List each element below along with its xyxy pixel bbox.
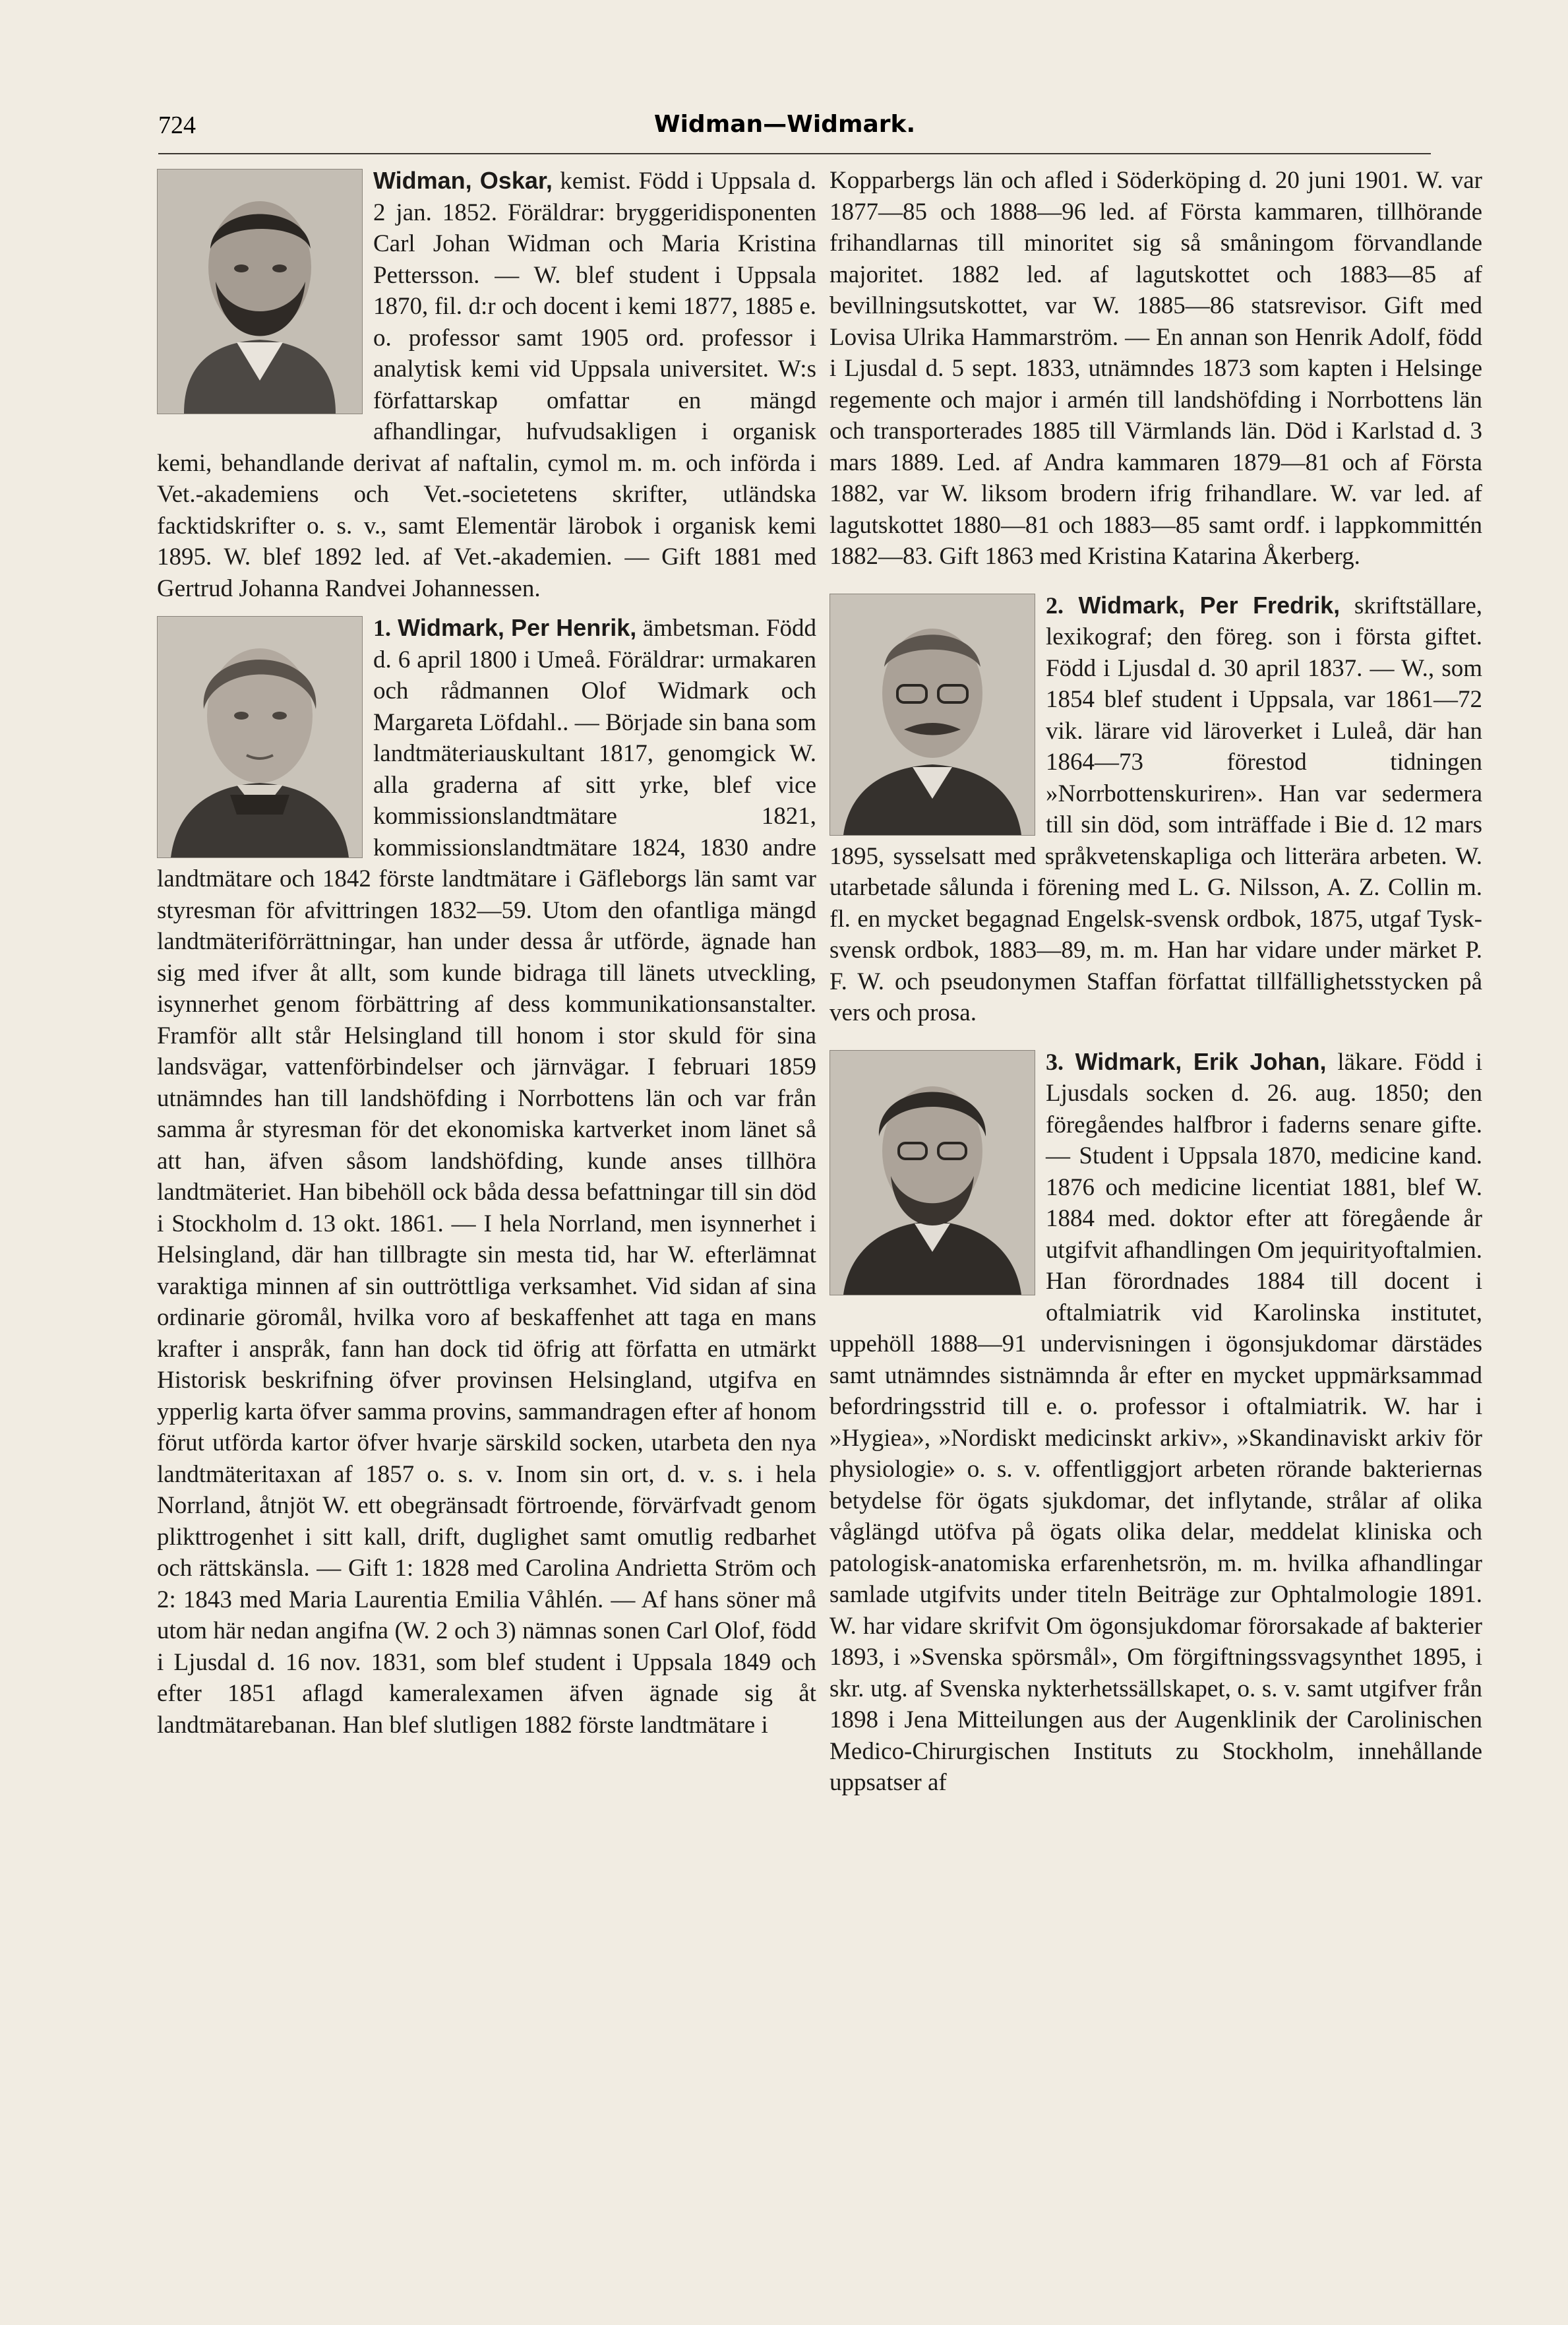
page-header <box>158 111 1411 150</box>
header-rule <box>158 153 1431 154</box>
entry-widman-text: kemist. Född i Uppsala d. 2 jan. 1852. Föräldrar: bryggeridisponenten Carl Johan Widman och Maria Kristina Pettersson. — W. blef student i Uppsala 1870, fil. d:r och docent i kemi 1877, 1885 e. o. professor samt 1905 ord. professor i analytisk kemi vid Uppsala universitet. W:s författarskap omfattar en mängd afhandlingar, hufvudsakligen i organisk kemi, behandlande derivat af naftalin, cymol m. m. och införda i Vet.-akademiens och Vet.-societetens skrifter, utländska facktidskrifter o. s. v., samt Elementär lärobok i organisk kemi 1895. W. blef 1892 led. af Vet.-akademien. — Gift 1881 med Gertrud Johanna Randvei Johannessen. <box>157 168 816 602</box>
portrait-oskar-widman <box>157 169 363 414</box>
entry-widman <box>157 165 816 604</box>
entry-widman-head: Widman, Oskar, <box>373 167 553 194</box>
entry-3-head <box>1046 1048 1327 1075</box>
spacer <box>829 573 1482 590</box>
entry-3-name: Widmark, Erik Johan, <box>1075 1047 1327 1075</box>
entry-widmark-per-henrik <box>157 612 816 1741</box>
right-column <box>829 165 1482 1799</box>
entry-1-continuation: Kopparbergs län och afled i Söderköping d. 20 juni 1901. W. var 1877—85 och 1888—96 led. af Första kammaren, tillhörande frihandlarnas till minoritet sig så småningom förvandlande majoritet. 1882 led. af lagutskottet och 1883—85 af bevillningsutskottet, var W. 1885—86 statsrevisor. Gift med Lovisa Ulrika Hammarström. — En annan son Henrik Adolf, född i Ljusdal d. 5 sept. 1833, utnämndes 1873 som kapten i Helsinge regemente och major i armén till landshöfding i Norrbottens län och transporterades 1885 till Värmlands län. Död i Karlstad d. 3 mars 1889. Led. af Andra kammaren 1879—81 och af Första 1882, var W. liksom brodern ifrig frihandlare. W. var led. af lagutskottet 1880—81 och 1883—85 samt ordf. i lappkommittén 1882—83. Gift 1863 med Kristina Katarina Åkerberg. <box>829 167 1482 570</box>
entry-2-number: 2. <box>1046 592 1064 619</box>
portrait-per-fredrik-widmark <box>829 594 1035 836</box>
spacer <box>157 604 816 612</box>
portrait-erik-johan-widmark <box>829 1050 1035 1295</box>
portrait-per-henrik-widmark <box>157 616 363 858</box>
entry-widmark-per-fredrik <box>829 590 1482 1029</box>
entry-1-number: 1. <box>373 615 391 641</box>
entry-3-text: läkare. Född i Ljusdals socken d. 26. aug. 1850; den föregåendes halfbror i faderns senare gifte. — Student i Uppsala 1870, medicine kand. 1876 och medicine licentiat 1881, blef W. 1884 med. doktor efter att föregående år utgifvit afhandlingen Om jequirityoftalmien. Han förordnades 1884 till docent i oftalmiatrik vid Karolinska institutet, uppehöll 1888—91 undervisningen i ögonsjukdomar därstädes samt utnämndes sistnämnda år efter en mycket uppmärksammad befordringsstrid till e. o. professor i oftalmiatrik. W. har i »Hygiea», »Nordiskt medicinskt arkiv», »Skandinaviskt arkiv för physiologie» o. s. v. offentliggjort arbeten rörande bakteriernas betydelse för ögats sjukdomar, det inflytande, strålar af olika våglängd utöfva på ögats olika delar, meddelat kliniska och patologisk-anatomiska erfarenhetsrön, m. m. hvilka afhandlingar samlade utgifvits under titeln Beiträge zur Ophtalmologie 1891. W. har vidare skrifvit Om ögonsjukdomar förorsakade af bakterier 1893, i »Svenska spörsmål», Om förgiftningssvagsynthet 1895, i skr. utg. af Svenska nykterhetssällskapet, o. s. v. samt utgifver från 1898 i Jena Mitteilungen aus der Augenklinik der Carolinischen Medico-Chirurgischen Instituts zu Stockholm, innehållande uppsatser af <box>829 1048 1482 1796</box>
entry-3-number: 3. <box>1046 1048 1064 1075</box>
entry-2-text: skriftställare, lexikograf; den föreg. son i första giftet. Född i Ljusdal d. 30 april 1837. — W., som 1854 blef student i Uppsala, var 1861—72 vik. lärare vid läroverket i Luleå, där han 1864—73 förestod tidningen »Norrbottenskuriren». Han var sedermera till sin död, som inträffade i Bie d. 12 mars 1895, sysselsatt med språkvetenskapliga och litterära arbeten. W. utarbetade sålunda i förening med L. G. Nilsson, A. Z. Collin m. fl. en mycket begagnad Engelsk-svensk ordbok, 1875, utgaf Tysk-svensk ordbok, 1883—89, m. m. Han har vidare under märket P. F. W. och pseudonymen Staffan författat tillfällighetsstycken på vers och prosa. <box>829 592 1482 1026</box>
left-column <box>157 165 816 1741</box>
entry-1-text: ämbetsman. Född d. 6 april 1800 i Umeå. Föräldrar: urmakaren och rådmannen Olof Widmark och Margareta Löfdahl.. — Började sin bana som landtmäteriauskultant 1817, genomgick W. alla graderna af sitt yrke, blef vice kommissionslandtmätare 1821, kommissionslandtmätare 1824, 1830 andre landtmätare och 1842 förste landtmätare i Gäfleborgs län samt var styresman för afvittringen 1832—59. Utom den ofantliga mängd landtmäteriförrättningar, han under dessa år utförde, ägnade han sig med ifver åt allt, som kunde bidraga till länets utveckling, isynnerhet genom förbättring af dess kommunikationsanstalter. Framför allt står Helsingland till honom i stor skuld för sina landsvägar, vattenförbindelser och järnvägar. I februari 1859 utnämndes han till landshöfding i Norrbottens län och var från samma år styresman för det ekonomiska kartverket inom länet så att han, äfven såsom landshöfding, kunde anses tillhöra landtmäteriet. Han bibehöll ock båda dessa befattningar till sin död i Stockholm d. 13 okt. 1861. — I hela Norrland, men isynnerhet i Helsingland, där han tillbragte sin mesta tid, har W. efterlämnat varaktiga minnen af sin outtröttliga verksamhet. Vid sidan af sina ordinarie göromål, hvilka voro af beskaffenhet att taga en mans krafter i anspråk, fann han dock tid öfrig att författa en utmärkt Historisk beskrifning öfver provinsen Helsingland, utgifva en ypperlig karta öfver samma provins, sammandragen efter af honom förut utförda kartor öfver hvarje särskild socken, utarbeta den nya landtmäteritaxan af 1857 o. s. v. Inom sin ort, d. v. s. i hela Norrland, åtnjöt W. ett obegränsadt förtroende, förvärfvadt genom plikttrogenhet i sitt kall, drift, duglighet samt omutlig redbarhet och rättskänsla. — Gift 1: 1828 med Carolina Andrietta Ström och 2: 1843 med Maria Laurentia Emilia Våhlén. — Af hans söner må utom här nedan angifna (W. 2 och 3) nämnas sonen Carl Olof, född i Ljusdal d. 16 nov. 1831, som blef student i Uppsala 1849 och efter 1851 aflagd kameralexamen äfven ägnade sig åt landtmätarebanan. Han blef slutligen 1882 förste landtmätare i <box>157 615 816 1739</box>
running-head: Widman—Widmark. <box>653 111 916 138</box>
spacer <box>829 1029 1482 1046</box>
entry-widmark-erik-johan <box>829 1046 1482 1799</box>
entry-2-name: Widmark, Per Fredrik, <box>1078 591 1341 619</box>
entry-1-name: Widmark, Per Henrik, <box>398 614 637 641</box>
entry-2-head <box>1046 592 1340 619</box>
page-number: 724 <box>158 111 196 139</box>
entry-1-head <box>373 614 636 641</box>
